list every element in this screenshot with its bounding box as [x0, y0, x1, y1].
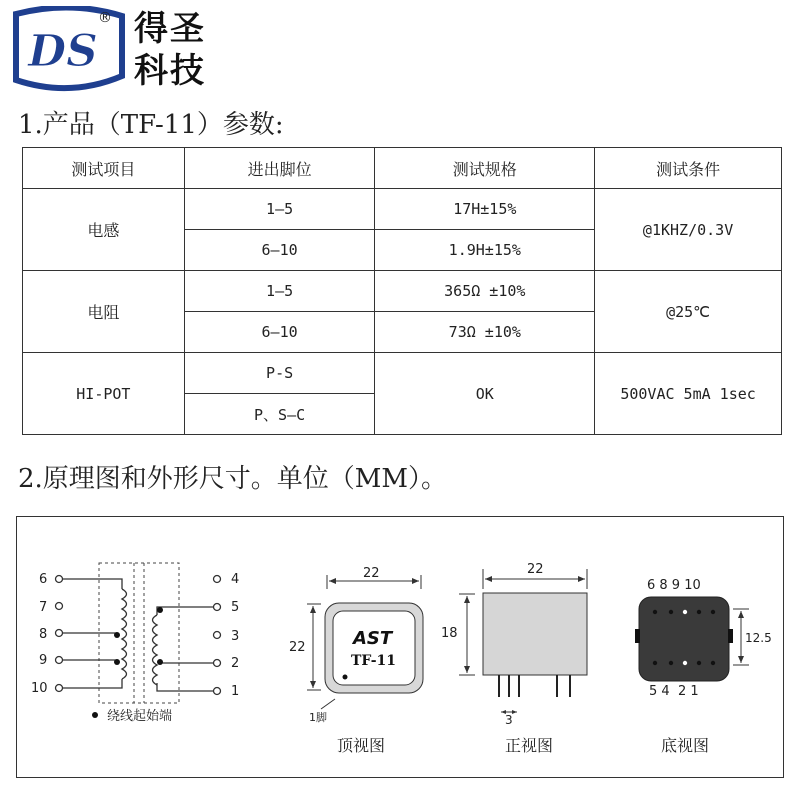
front-view-width: 22 [527, 562, 544, 577]
item-inductance: 电感 [23, 189, 185, 271]
diagram-panel [16, 516, 784, 778]
schematic-diagram [31, 563, 239, 724]
brand-logo [10, 6, 260, 96]
item-hipot: HI-POT [23, 353, 185, 435]
company-name-line2: 科技 [134, 51, 206, 91]
header-pins: 进出脚位 [184, 148, 375, 189]
bottom-view-diagram [635, 578, 772, 699]
schematic-left-pin-label: 8 [39, 627, 48, 642]
table-row [23, 353, 782, 394]
spec-cell: 73Ω ±10% [375, 312, 595, 353]
company-name [134, 8, 206, 92]
top-view-width: 22 [363, 566, 380, 581]
schematic-right-pin-label: 2 [231, 656, 240, 671]
schematic-right-pin-label: 5 [231, 600, 240, 615]
schematic-right-pin-label: 3 [231, 629, 240, 644]
ds-logo-icon [10, 6, 130, 94]
pins-cell: 1—5 [184, 271, 375, 312]
spec-cell: 17H±15% [375, 189, 595, 230]
section2-title: 2.原理图和外形尺寸。单位（MM）。 [18, 464, 448, 494]
condition-cell: @1KHZ/0.3V [595, 189, 782, 271]
spec-cell: 365Ω ±10% [375, 271, 595, 312]
schematic-left-pin-label: 7 [39, 600, 48, 615]
top-view-caption: 顶视图 [337, 736, 386, 755]
condition-cell: @25℃ [595, 271, 782, 353]
schematic-left-pin-label: 10 [31, 681, 48, 696]
pins-cell: 6—10 [184, 312, 375, 353]
front-view-height: 18 [441, 626, 458, 641]
front-view-diagram [441, 562, 587, 727]
spec-table [22, 147, 782, 435]
pins-cell: P、S—C [184, 394, 375, 435]
front-view-pitch: 3 [505, 713, 513, 727]
bottom-view-caption: 底视图 [661, 736, 710, 755]
spec-cell: 1.9H±15% [375, 230, 595, 271]
registered-mark: ® [98, 10, 112, 26]
schematic-left-pin-label: 6 [39, 572, 48, 587]
front-view-caption: 正视图 [505, 736, 554, 755]
pin1-label: 1脚 [309, 711, 327, 724]
header-condition: 测试条件 [595, 148, 782, 189]
table-header-row [23, 148, 782, 189]
table-row [23, 189, 782, 230]
bottom-view-bottom-pins: 5 4 2 1 [649, 684, 699, 699]
schematic-right-pin-label: 4 [231, 572, 240, 587]
table-row [23, 271, 782, 312]
header-spec: 测试规格 [375, 148, 595, 189]
pins-cell: 6—10 [184, 230, 375, 271]
top-view-diagram [289, 566, 423, 724]
top-view-model: TF-11 [351, 653, 397, 669]
schematic-right-pin-label: 1 [231, 684, 240, 699]
condition-cell: 500VAC 5mA 1sec [595, 353, 782, 435]
spec-cell: OK [375, 353, 595, 435]
pins-cell: P-S [184, 353, 375, 394]
pins-cell: 1—5 [184, 189, 375, 230]
winding-start-legend: 绕线起始端 [107, 709, 173, 724]
item-resistance: 电阻 [23, 271, 185, 353]
top-view-brand: AST [353, 628, 393, 649]
section1-title: 1.产品（TF-11）参数: [18, 110, 284, 140]
bottom-view-pitch: 12.5 [745, 631, 772, 645]
company-name-line1: 得圣 [134, 9, 206, 49]
top-view-height: 22 [289, 640, 306, 655]
schematic-left-pin-label: 9 [39, 653, 48, 668]
header-test-item: 测试项目 [23, 148, 185, 189]
logo-mark-text: DS [28, 26, 98, 77]
bottom-view-top-pins: 6 8 9 10 [647, 578, 701, 593]
